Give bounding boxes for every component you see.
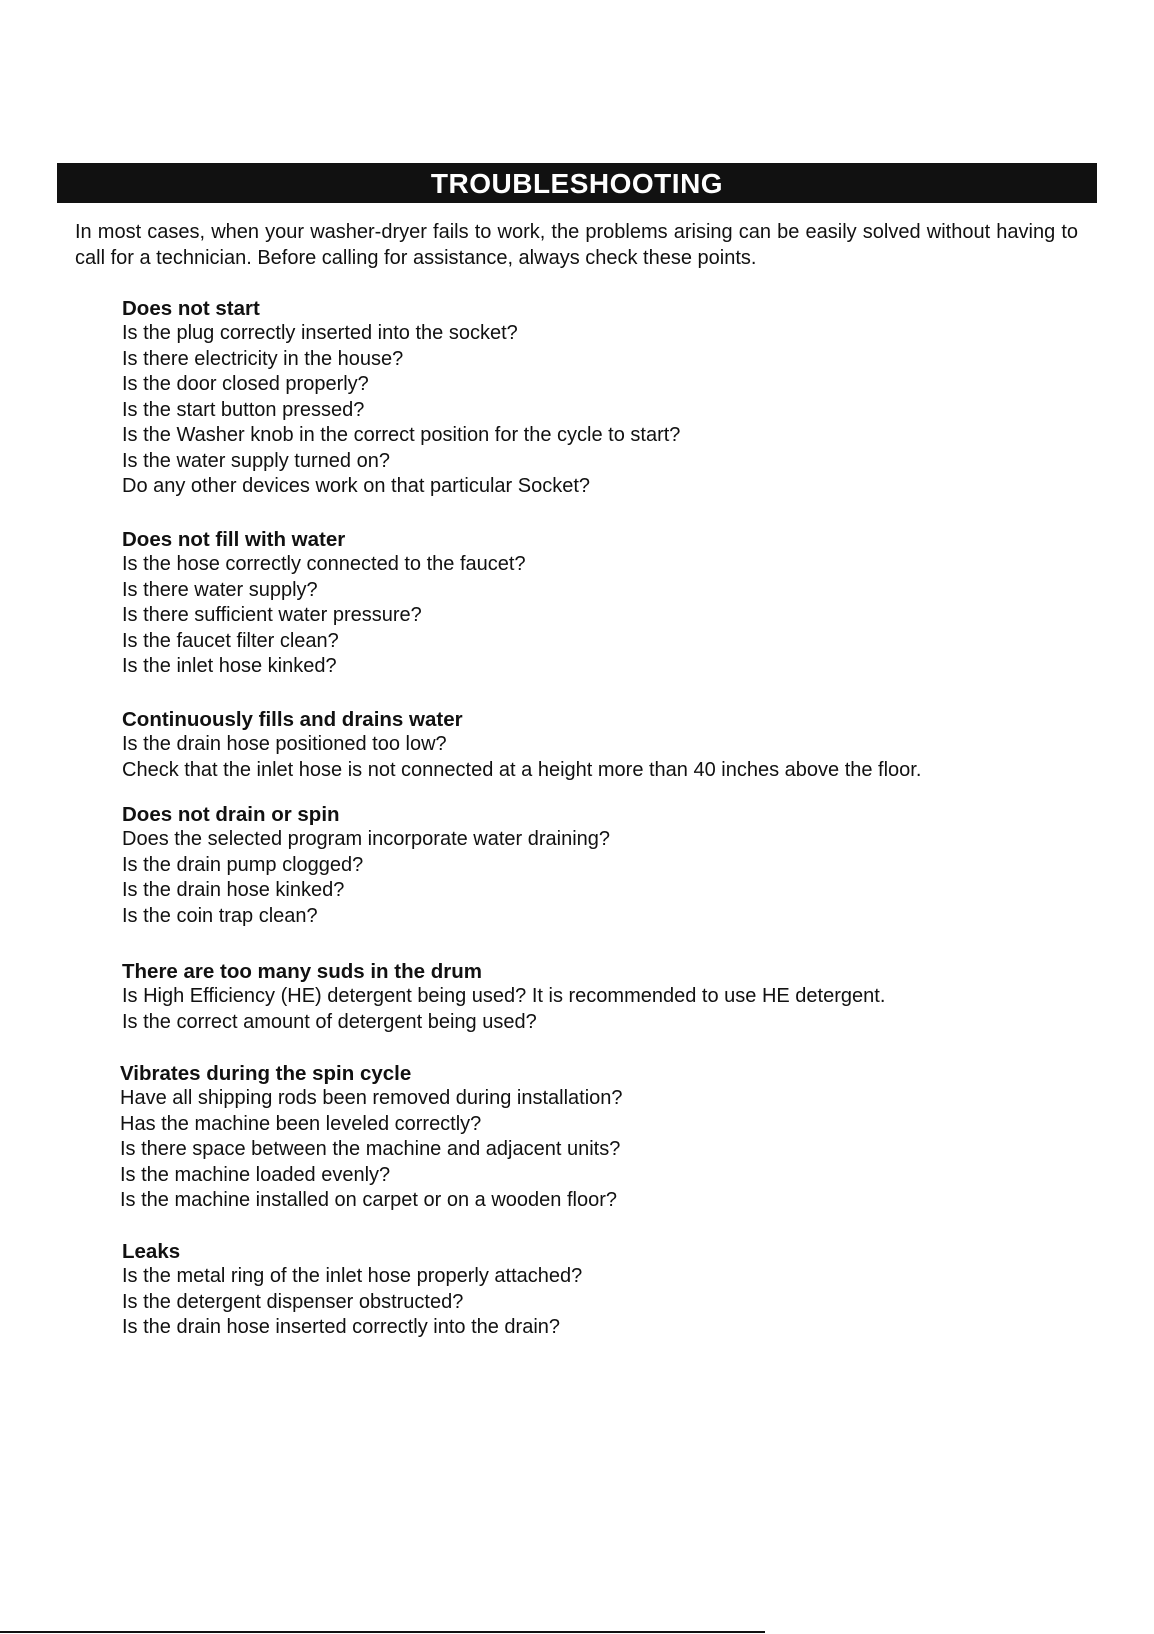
- section-too-many-suds: [122, 960, 1042, 1035]
- checklist-item: Is the plug correctly inserted into the socket?: [122, 322, 518, 344]
- checklist: [122, 321, 1042, 500]
- section-does-not-fill: [122, 528, 1042, 680]
- section-vibrates: [120, 1062, 1040, 1214]
- checklist-item: Do any other devices work on that particular Socket?: [122, 475, 591, 497]
- checklist-item: Has the machine been leveled correctly?: [120, 1112, 482, 1135]
- checklist-item: Is the drain pump clogged?: [122, 853, 364, 876]
- section-heading: There are too many suds in the drum: [122, 960, 482, 983]
- section-heading: Leaks: [122, 1240, 181, 1263]
- checklist-item: Is the door closed properly?: [122, 373, 369, 395]
- checklist: [122, 552, 1042, 680]
- checklist-item: Does the selected program incorporate water draining?: [122, 828, 611, 850]
- checklist-item: Check that the inlet hose is not connected at a height more than 40 inches above the floor.: [122, 758, 922, 781]
- checklist-item: Is there water supply?: [122, 578, 318, 601]
- checklist-item: Is the faucet filter clean?: [122, 629, 339, 652]
- checklist-item: Is the start button pressed?: [122, 398, 365, 421]
- checklist-item: Have all shipping rods been removed during installation?: [120, 1087, 623, 1109]
- checklist-item: Is the hose correctly connected to the faucet?: [122, 553, 526, 575]
- checklist-item: Is the water supply turned on?: [122, 449, 390, 472]
- checklist-item: Is the machine installed on carpet or on a wooden floor?: [120, 1189, 617, 1211]
- checklist: [122, 827, 1042, 929]
- section-continuously-fills: [122, 708, 1042, 783]
- checklist-item: Is the drain hose inserted correctly into the drain?: [122, 1316, 561, 1338]
- checklist-item: Is High Efficiency (HE) detergent being used? It is recommended to use HE detergent.: [122, 985, 886, 1007]
- section-heading: Does not fill with water: [122, 528, 346, 551]
- section-leaks: [122, 1240, 1042, 1341]
- checklist-item: Is there electricity in the house?: [122, 347, 404, 370]
- intro-paragraph: In most cases, when your washer-dryer fails to work, the problems arising can be easily solved without having to call for a technician. Before calling for assistance, always check these points.: [75, 221, 1078, 269]
- checklist-item: Is the metal ring of the inlet hose properly attached?: [122, 1265, 583, 1287]
- checklist-item: Is the correct amount of detergent being used?: [122, 1010, 537, 1033]
- checklist-item: Is the Washer knob in the correct position for the cycle to start?: [122, 424, 681, 446]
- checklist: [122, 732, 1042, 783]
- section-heading: Does not drain or spin: [122, 803, 340, 826]
- checklist-item: Is there sufficient water pressure?: [122, 604, 422, 626]
- section-does-not-start: [122, 297, 1042, 500]
- section-heading: Continuously fills and drains water: [122, 708, 463, 731]
- checklist-item: Is the drain hose kinked?: [122, 879, 345, 901]
- checklist-item: Is the coin trap clean?: [122, 904, 318, 927]
- section-heading: Does not start: [122, 297, 260, 320]
- checklist-item: Is the drain hose positioned too low?: [122, 733, 447, 755]
- checklist-item: Is the inlet hose kinked?: [122, 655, 337, 677]
- checklist-item: Is the machine loaded evenly?: [120, 1163, 391, 1186]
- checklist: [120, 1086, 1040, 1214]
- checklist-item: Is there space between the machine and adjacent units?: [120, 1138, 621, 1160]
- checklist: [122, 1264, 1042, 1341]
- checklist: [122, 984, 1042, 1035]
- checklist-item: Is the detergent dispenser obstructed?: [122, 1290, 464, 1313]
- section-does-not-drain: [122, 803, 1042, 929]
- bottom-divider: [0, 1631, 765, 1633]
- section-heading: Vibrates during the spin cycle: [120, 1062, 412, 1085]
- page-title: TROUBLESHOOTING: [57, 163, 1097, 203]
